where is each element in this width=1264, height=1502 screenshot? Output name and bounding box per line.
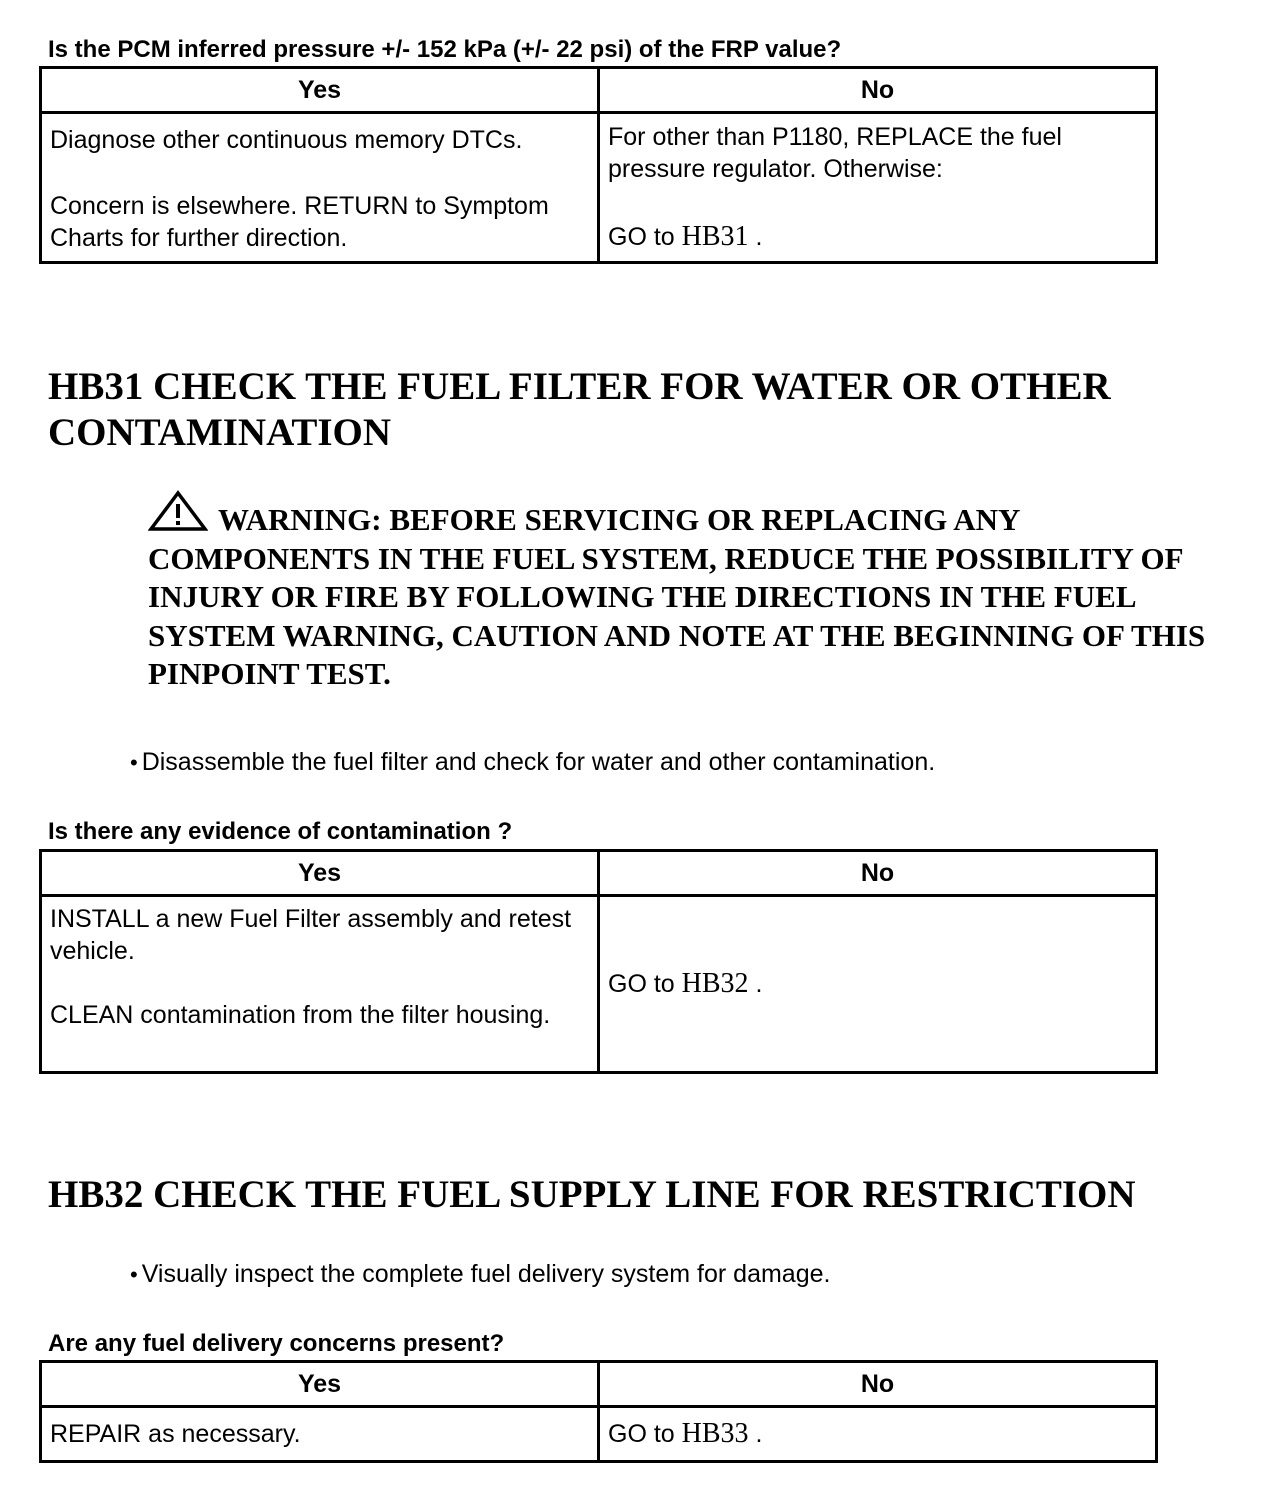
q3-hb33-link[interactable]: HB33 [681,1418,749,1449]
q3-no-header: No [599,1362,1157,1407]
q1-no-p1: For other than P1180, REPLACE the fuel pressure regulator. Otherwise: [608,123,1062,183]
q1-go-text: GO to [608,223,675,251]
q2-no-cell [599,896,1157,1073]
hb31-warning-text: WARNING: BEFORE SERVICING OR REPLACING ANY COMPONENTS IN THE FUEL SYSTEM, REDUCE THE POSSIBILITY OF INJURY OR FIRE BY FOLLOWING THE DIRECTIONS IN THE FUEL SYSTEM WARNING, CAUTION AND NOTE AT THE BEGINNING OF THIS PINPOINT TEST. [148,502,1206,691]
q2-table [39,849,1158,1074]
q1-hb31-link[interactable]: HB31 [681,221,749,252]
hb32-bullet-text: Visually inspect the complete fuel delivery system for damage. [141,1260,831,1288]
q1-table [39,66,1158,264]
q1-yes-header: Yes [41,68,599,113]
hb31-bullet [130,747,935,778]
q2-go-text: GO to [608,970,675,998]
hb31-heading: HB31 CHECK THE FUEL FILTER FOR WATER OR OTHER CONTAMINATION [48,365,1111,454]
q2-no-header: No [599,851,1157,896]
hb31-warning [148,490,1238,694]
q1-question: Is the PCM inferred pressure +/- 152 kPa (+/- 22 psi) of the FRP value? [48,36,842,63]
hb32-bullet [130,1259,830,1290]
hb32-heading: HB32 CHECK THE FUEL SUPPLY LINE FOR RESTRICTION [48,1173,1136,1216]
q3-yes-p1: REPAIR as necessary. [50,1420,301,1448]
q3-yes-cell [41,1407,599,1462]
q1-go-end: . [755,223,763,251]
q1-no-cell [599,113,1157,263]
q1-yes-p1: Diagnose other continuous memory DTCs. [50,126,523,154]
q2-yes-p2: CLEAN contamination from the filter housing. [50,1001,551,1029]
q3-yes-header: Yes [41,1362,599,1407]
q2-go-end: . [755,970,763,998]
q2-hb32-link[interactable]: HB32 [681,968,749,999]
q1-no-goto [608,221,1147,253]
q2-yes-cell [41,896,599,1073]
q2-no-goto [608,968,1147,1000]
q3-go-text: GO to [608,1420,675,1448]
q3-question: Are any fuel delivery concerns present? [48,1330,505,1357]
q3-go-end: . [755,1420,763,1448]
q2-question: Is there any evidence of contamination ? [48,818,513,845]
bullet-icon: • [130,750,138,775]
q2-yes-header: Yes [41,851,599,896]
q1-no-header: No [599,68,1157,113]
q3-no-cell [599,1407,1157,1462]
q3-table [39,1360,1158,1463]
q2-yes-p1: INSTALL a new Fuel Filter assembly and retest vehicle. [50,905,572,965]
hb31-bullet-text: Disassemble the fuel filter and check for water and other contamination. [141,748,936,776]
warning-triangle-icon [148,490,208,532]
q1-yes-cell [41,113,599,263]
bullet-icon: • [130,1262,138,1287]
q3-no-goto [608,1418,1147,1450]
q1-yes-p2: Concern is elsewhere. RETURN to Symptom Charts for further direction. [50,192,549,252]
